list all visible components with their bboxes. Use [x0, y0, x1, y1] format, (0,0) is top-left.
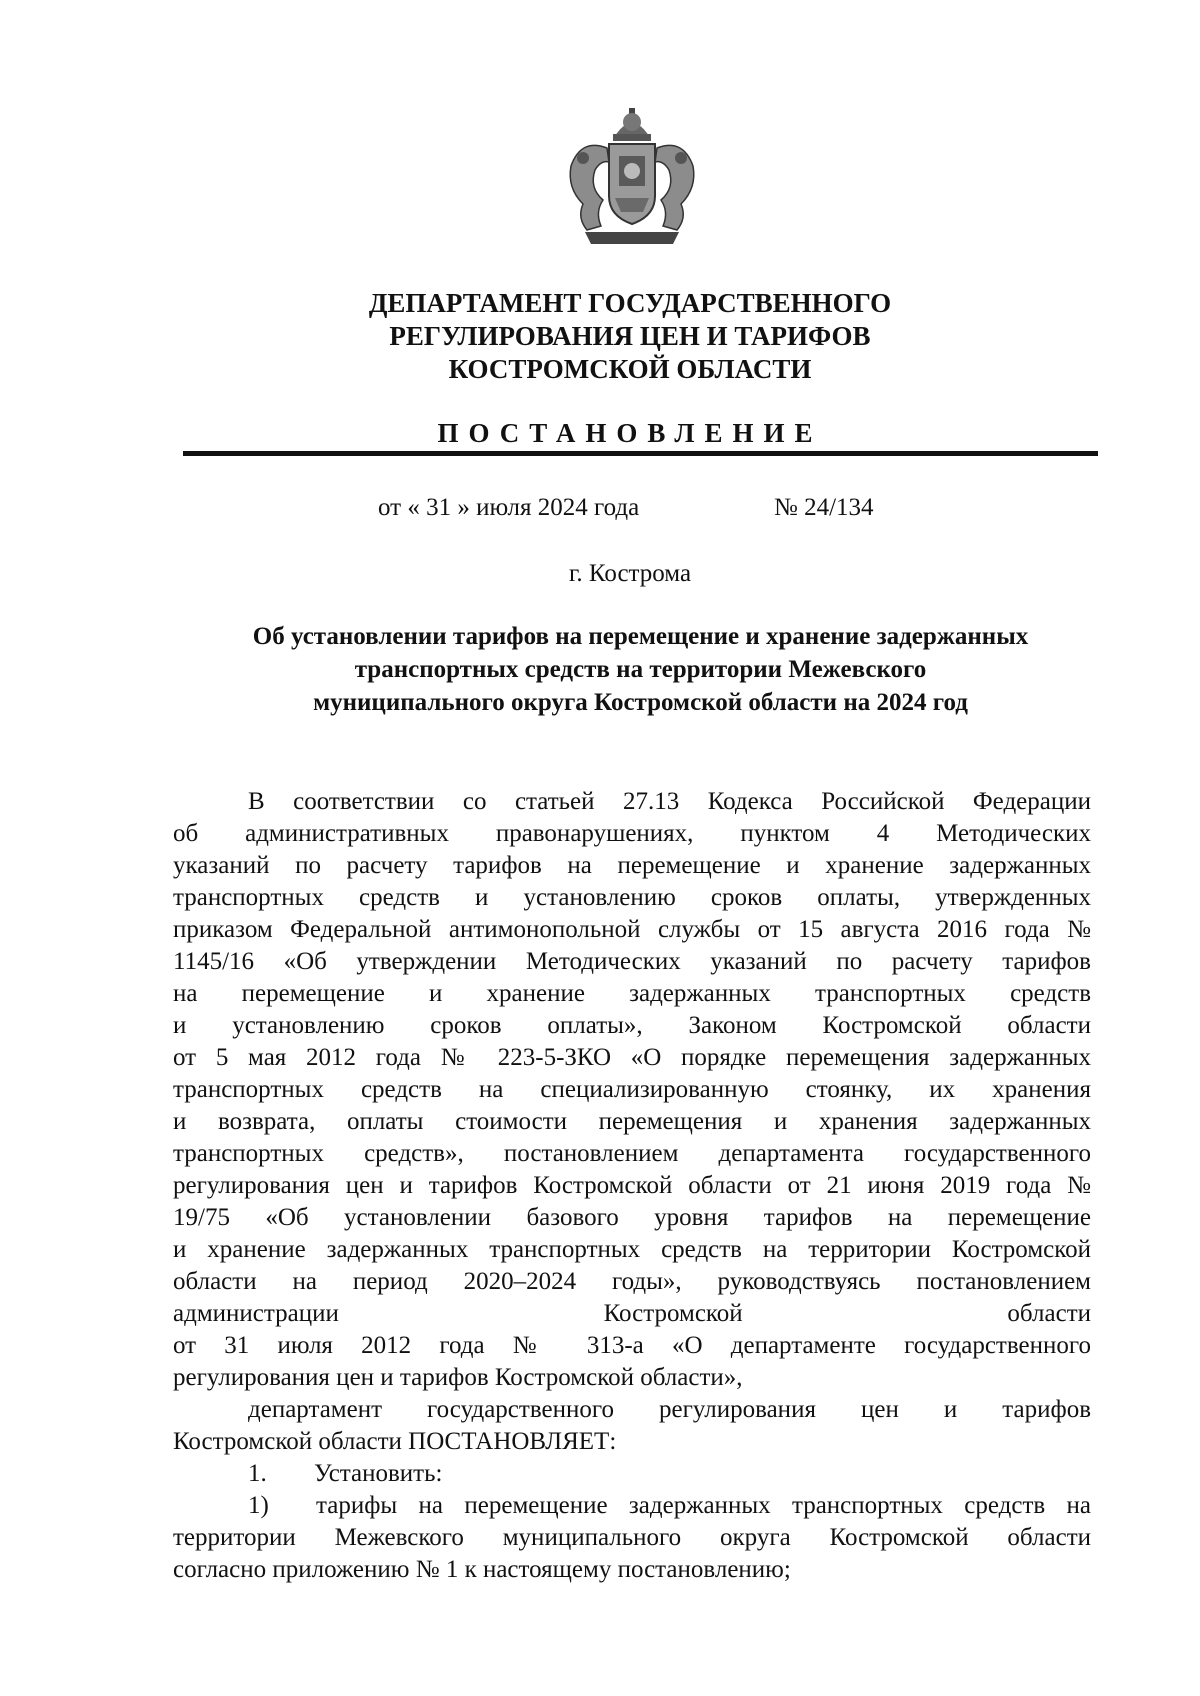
header-divider [183, 451, 1098, 456]
body-line: и возврата, оплаты стоимости перемещения и хранения задержанных [173, 1108, 1091, 1135]
document-city: г. Кострома [568, 560, 692, 587]
body-line: приказом Федеральной антимонопольной службы от 15 августа 2016 года № [173, 916, 1091, 943]
body-line: территории Межевского муниципального округа Костромской области [173, 1524, 1091, 1551]
body-line: от 5 мая 2012 года № 223-5-ЗКО «О порядке перемещения задержанных [173, 1044, 1091, 1071]
body-line: администрации Костромской области [173, 1300, 1091, 1327]
item-text: Установить: [314, 1460, 443, 1487]
body-line: транспортных средств», постановлением департамента государственного [173, 1140, 1091, 1167]
title-line: Об установлении тарифов на перемещение и хранение задержанных [252, 623, 1029, 650]
body-line: 1145/16 «Об утверждении Методических указаний по расчету тарифов [173, 948, 1091, 975]
body-line: об административных правонарушениях, пунктом 4 Методических [173, 820, 1091, 847]
body-line: указаний по расчету тарифов на перемещение и хранение задержанных [173, 852, 1091, 879]
body-line: от 31 июля 2012 года № 313-а «О департаменте государственного [173, 1332, 1091, 1359]
item-text: тарифы на перемещение задержанных транспортных средств на [316, 1492, 1091, 1519]
department-name [250, 287, 1010, 386]
item-marker: 1) [248, 1492, 269, 1519]
body-line: В соответствии со статьей 27.13 Кодекса Российской Федерации [248, 788, 1091, 815]
department-line: ДЕПАРТАМЕНТ ГОСУДАРСТВЕННОГО [368, 288, 892, 318]
body-line: транспортных средств и установлению сроков оплаты, утвержденных [173, 884, 1091, 911]
body-line: транспортных средств на специализированную стоянку, их хранения [173, 1076, 1091, 1103]
resolve-line: департамент государственного регулирования цен и тарифов [248, 1396, 1091, 1423]
item-marker: 1. [248, 1460, 267, 1487]
resolve-line: Костромской области ПОСТАНОВЛЯЕТ: [173, 1428, 617, 1455]
body-line: области на период 2020–2024 годы», руководствуясь постановлением [173, 1268, 1091, 1295]
list-item [173, 1490, 1091, 1522]
body-line: регулирования цен и тарифов Костромской области», [173, 1364, 743, 1391]
department-line: РЕГУЛИРОВАНИЯ ЦЕН И ТАРИФОВ [389, 321, 871, 351]
document-body [173, 786, 1091, 1586]
document-title [183, 620, 1098, 719]
list-item [173, 1458, 1091, 1490]
body-line: на перемещение и хранение задержанных транспортных средств [173, 980, 1091, 1007]
title-line: транспортных средств на территории Межевского [354, 656, 927, 683]
body-line: регулирования цен и тарифов Костромской области от 21 июня 2019 года № [173, 1172, 1091, 1199]
department-line: КОСТРОМСКОЙ ОБЛАСТИ [448, 354, 812, 384]
coat-of-arms-emblem [557, 108, 707, 248]
body-line: и установлению сроков оплаты», Законом Костромской области [173, 1012, 1091, 1039]
document-type-heading: ПОСТАНОВЛЕНИЕ [437, 418, 823, 448]
body-line: 19/75 «Об установлении базового уровня тарифов на перемещение [173, 1204, 1091, 1231]
body-line: согласно приложению № 1 к настоящему постановлению; [173, 1556, 791, 1583]
document-date: от « 31 » июля 2024 года [378, 494, 640, 521]
title-line: муниципального округа Костромской области на 2024 год [313, 689, 968, 716]
document-number: № 24/134 [774, 494, 874, 521]
body-line: и хранение задержанных транспортных средств на территории Костромской [173, 1236, 1091, 1263]
